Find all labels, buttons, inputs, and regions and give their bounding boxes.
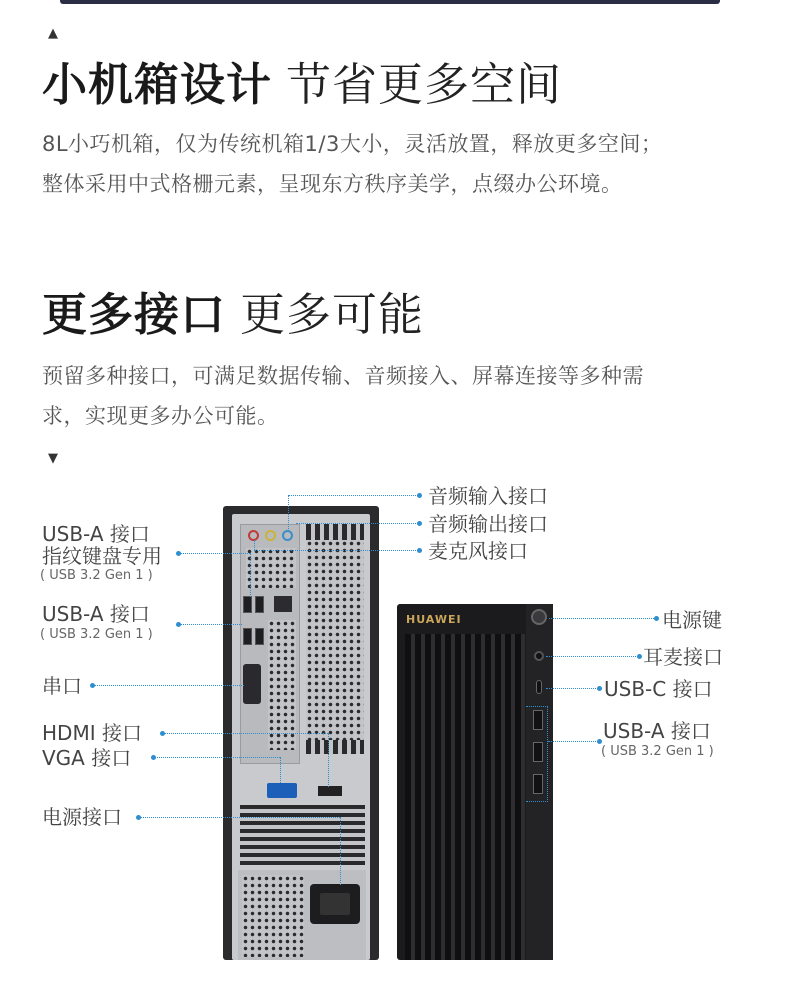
headset-jack-icon xyxy=(534,651,544,661)
label-usb-fingerprint-sub: ( USB 3.2 Gen 1 ) xyxy=(40,568,153,583)
serial-port-icon xyxy=(243,664,261,704)
lan-port-icon xyxy=(274,596,292,612)
label-hdmi: HDMI 接口 xyxy=(42,721,142,745)
label-power-port: 电源接口 xyxy=(42,805,122,829)
label-audio-in: 音频输入接口 xyxy=(428,484,548,508)
leader-power xyxy=(140,817,340,818)
section2-title xyxy=(42,288,425,341)
leader-mic xyxy=(254,550,420,551)
section1-line-1: 8L小巧机箱，仅为传统机箱1/3大小，灵活放置，释放更多空间； xyxy=(42,132,663,156)
dot-audio-out xyxy=(417,521,422,526)
label-vga: VGA 接口 xyxy=(42,746,132,770)
hdmi-port-icon xyxy=(318,786,342,796)
leader-usb-c xyxy=(546,688,598,689)
section2-description xyxy=(42,356,752,436)
usb-port-icon xyxy=(243,596,252,613)
leader-audio-in-v xyxy=(288,495,289,531)
label-audio-out: 音频输出接口 xyxy=(428,512,548,536)
label-usb-a-front-sub: ( USB 3.2 Gen 1 ) xyxy=(601,744,714,759)
label-usb-a-back-sub: ( USB 3.2 Gen 1 ) xyxy=(40,627,153,642)
dot-usb-c xyxy=(597,686,602,691)
section2-title-light: 更多可能 xyxy=(240,288,425,341)
label-usb-c: USB-C 接口 xyxy=(604,677,713,701)
triangle-down-icon: ▼ xyxy=(48,451,58,466)
power-button-icon[interactable] xyxy=(531,609,547,625)
leader-usb-fingerprint xyxy=(180,553,250,554)
leader-vga xyxy=(155,757,280,758)
dot-power-button xyxy=(654,616,659,621)
leader-usb-a-front xyxy=(548,741,598,742)
leader-usb-a-back xyxy=(180,624,242,625)
usb-port-icon xyxy=(255,596,264,613)
label-mic: 麦克风接口 xyxy=(428,539,528,563)
label-power-button: 电源键 xyxy=(662,608,722,632)
vent-mesh-top xyxy=(246,548,296,588)
audio-out-jack-icon xyxy=(265,530,276,541)
front-grille xyxy=(405,634,525,960)
leader-usb-fingerprint-v xyxy=(250,553,251,597)
audio-in-jack-icon xyxy=(282,530,293,541)
leader-hdmi-v xyxy=(328,733,329,787)
section1-title-light: 节省更多空间 xyxy=(286,58,563,111)
section1-line-2: 整体采用中式格栅元素，呈现东方秩序美学，点缀办公环境。 xyxy=(42,172,623,196)
leader-audio-in xyxy=(288,495,420,496)
usb-port-icon xyxy=(243,628,252,645)
leader-audio-out xyxy=(296,523,420,524)
lower-grille xyxy=(240,805,365,865)
leader-headset xyxy=(546,656,638,657)
section2-line-1: 预留多种接口，可满足数据传输、音频接入、屏幕连接等多种需 xyxy=(42,364,644,388)
dot-mic xyxy=(417,548,422,553)
section1-title-bold: 小机箱设计 xyxy=(42,58,273,111)
label-usb-fingerprint-1: USB-A 接口 xyxy=(42,522,150,546)
section1-title xyxy=(42,58,563,111)
label-usb-a-front: USB-A 接口 xyxy=(603,719,711,743)
triangle-up-icon: ▲ xyxy=(48,26,58,41)
label-usb-a-back: USB-A 接口 xyxy=(42,602,150,626)
usb-c-port-icon xyxy=(536,680,542,694)
power-socket-icon xyxy=(310,884,360,924)
leader-power-v xyxy=(340,817,341,885)
leader-vga-v xyxy=(280,757,281,783)
label-serial: 串口 xyxy=(42,674,82,698)
top-image-edge xyxy=(60,0,720,4)
label-headset: 耳麦接口 xyxy=(643,645,723,669)
leader-mic-v xyxy=(254,540,255,550)
psu-fan-mesh xyxy=(242,875,304,957)
bracket-usb-a-front xyxy=(526,706,548,802)
leader-hdmi xyxy=(164,733,328,734)
leader-serial xyxy=(94,685,244,686)
huawei-logo: HUAWEI xyxy=(406,613,462,626)
leader-power-button xyxy=(549,618,654,619)
section2-line-2: 求，实现更多办公可能。 xyxy=(42,404,279,428)
expansion-mesh xyxy=(306,540,364,740)
section2-title-bold: 更多接口 xyxy=(42,288,227,341)
usb-port-icon xyxy=(255,628,264,645)
dot-headset xyxy=(637,654,642,659)
vga-port-icon xyxy=(267,783,297,798)
dot-audio-in xyxy=(417,493,422,498)
label-usb-fingerprint-2: 指纹键盘专用 xyxy=(42,544,162,568)
vent-mesh-middle xyxy=(268,620,296,750)
section1-description xyxy=(42,124,752,204)
